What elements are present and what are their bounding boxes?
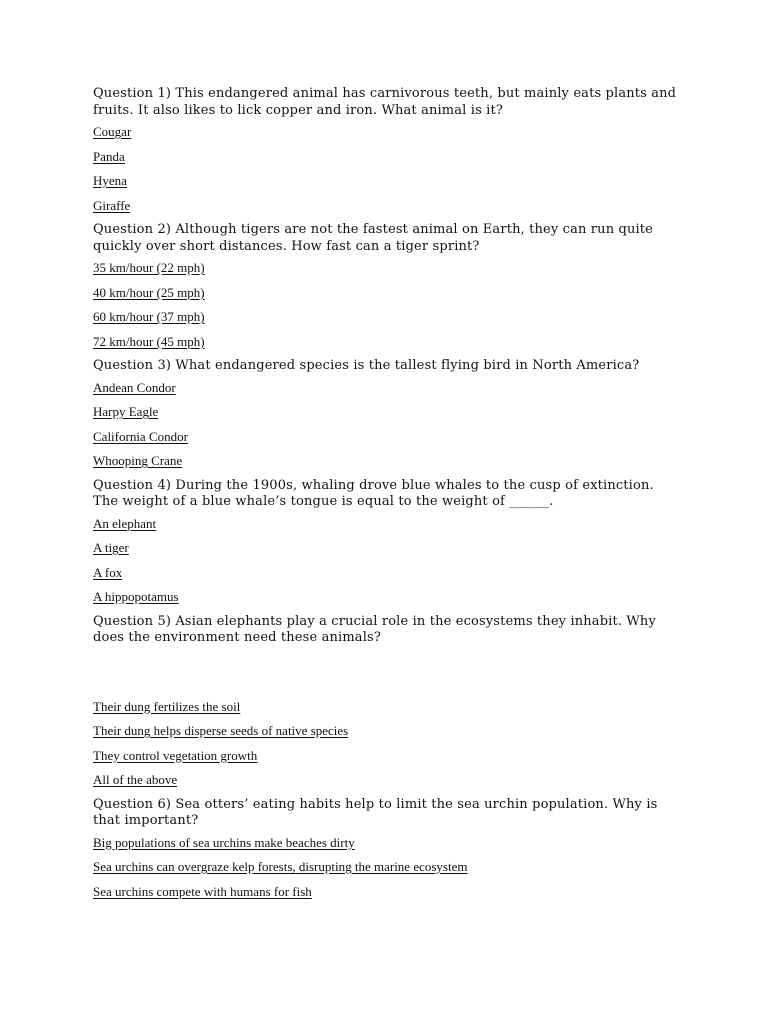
answer-option[interactable] [93,859,683,875]
answer-list [93,516,683,606]
answer-option[interactable] [93,334,683,350]
answer-option[interactable] [93,565,683,581]
question-block-3 [93,358,683,469]
answer-option[interactable] [93,380,683,396]
answer-label: Giraffe [93,197,131,213]
answer-option[interactable] [93,149,683,165]
question-block-5 [93,614,683,789]
quiz-content [93,86,683,908]
answer-option[interactable] [93,173,683,189]
question-block-4 [93,478,683,606]
answer-label: Their dung fertilizes the soil [93,698,241,714]
answer-label: 40 km/hour (25 mph) [93,284,205,300]
answer-label: Sea urchins compete with humans for fish [93,883,312,899]
answer-label: A fox [93,564,123,580]
blank-space [93,652,683,699]
question-text: Question 3) What endangered species is the tallest flying bird in North America? [93,358,640,373]
answer-option[interactable] [93,884,683,900]
answer-label: Big populations of sea urchins make beaches dirty [93,834,355,850]
answer-list [93,835,683,900]
answer-label: 72 km/hour (45 mph) [93,333,205,349]
question-text: Question 4) During the 1900s, whaling drove blue whales to the cusp of extinction. The weight of a blue whale’s tongue is equal to the weight of ______. [93,477,654,509]
answer-list [93,260,683,350]
answer-option[interactable] [93,772,683,788]
question-text: Question 2) Although tigers are not the fastest animal on Earth, they can run quite quickly over short distances. How fast can a tiger sprint? [93,222,654,254]
answer-label: A hippopotamus [93,589,179,604]
answer-option[interactable] [93,285,683,301]
answer-option[interactable] [93,309,683,325]
answer-option[interactable] [93,198,683,214]
answer-list [93,699,683,789]
answer-label: Harpy Eagle [93,404,159,419]
answer-label: California Condor [93,428,188,444]
answer-option[interactable] [93,453,683,469]
answer-label: An elephant [93,515,157,531]
answer-option[interactable] [93,516,683,532]
answer-label: Panda [93,148,125,164]
question-block-6 [93,797,683,900]
answer-option[interactable] [93,589,683,605]
answer-option[interactable] [93,124,683,140]
answer-list [93,124,683,214]
answer-label: They control vegetation growth [93,747,258,763]
answer-label: Whooping Crane [93,453,183,468]
answer-label: Hyena [93,173,127,188]
answer-option[interactable] [93,404,683,420]
answer-label: Cougar [93,124,132,139]
answer-label: All of the above [93,772,178,787]
answer-option[interactable] [93,260,683,276]
answer-option[interactable] [93,540,683,556]
answer-label: 60 km/hour (37 mph) [93,309,205,324]
answer-label: Andean Condor [93,379,176,395]
question-block-1 [93,86,683,214]
answer-option[interactable] [93,429,683,445]
answer-label: Their dung helps disperse seeds of native species [93,723,349,738]
answer-label: A tiger [93,540,129,555]
question-text: Question 1) This endangered animal has carnivorous teeth, but mainly eats plants and fruits. It also likes to lick copper and iron. What animal is it? [93,86,677,118]
answer-option[interactable] [93,723,683,739]
answer-option[interactable] [93,699,683,715]
question-text: Question 5) Asian elephants play a crucial role in the ecosystems they inhabit. Why does the environment need these animals? [93,613,656,645]
answer-label: 35 km/hour (22 mph) [93,260,205,275]
answer-list [93,380,683,470]
question-block-2 [93,222,683,350]
question-text: Question 6) Sea otters’ eating habits help to limit the sea urchin population. Why is that important? [93,796,658,828]
answer-label: Sea urchins can overgraze kelp forests, disrupting the marine ecosystem [93,859,468,874]
answer-option[interactable] [93,748,683,764]
answer-option[interactable] [93,835,683,851]
